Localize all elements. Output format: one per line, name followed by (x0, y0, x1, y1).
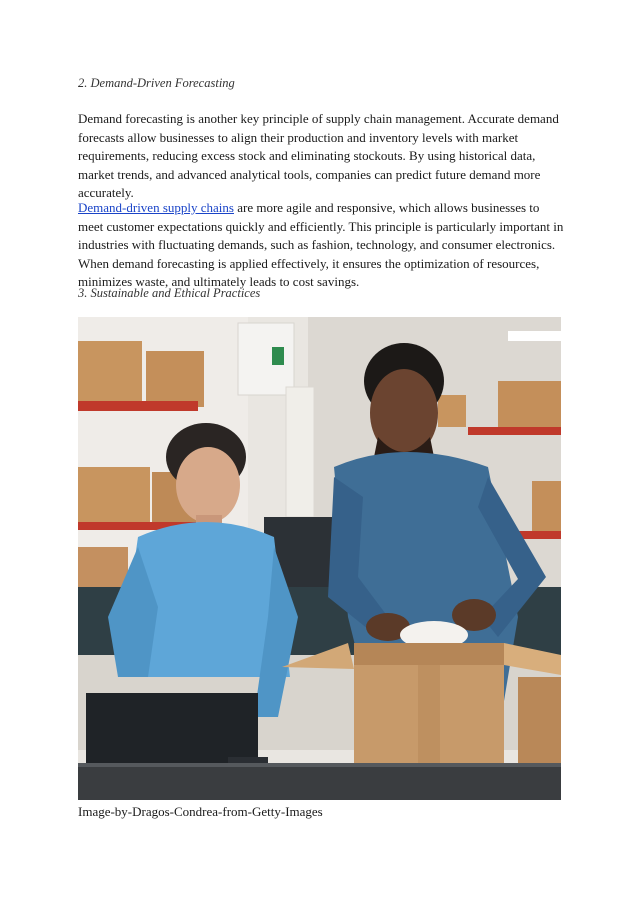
section-heading-sustainable-practices: 3. Sustainable and Ethical Practices (78, 286, 261, 300)
paragraph-demand-driven (78, 199, 564, 292)
paragraph-demand-driven-text: are more agile and responsive, which allows businesses to meet customer expectations quickly and efficiently. This principle is particularly important in industries with fluctuating demands, such as fashion, technology, and consumer electronics. When demand forecasting is applied effectively, it ensures the optimization of resources, minimizes waste, and ultimately leads to cost savings. (78, 200, 564, 290)
warehouse-photo (78, 317, 561, 800)
section-heading-demand-forecasting: 2. Demand-Driven Forecasting (78, 76, 235, 90)
paragraph-demand-forecasting: Demand forecasting is another key principle of supply chain management. Accurate demand forecasts allow businesses to align their production and inventory levels with market requirements, reducing excess stock and eliminating stockouts. By using historical data, market trends, and advanced analytical tools, companies can predict future demand more accurately. (78, 111, 559, 201)
demand-driven-supply-chains-link[interactable]: Demand-driven supply chains (78, 200, 234, 215)
warehouse-photo-illustration (78, 317, 561, 800)
image-caption: Image-by-Dragos-Condrea-from-Getty-Images (78, 804, 323, 819)
